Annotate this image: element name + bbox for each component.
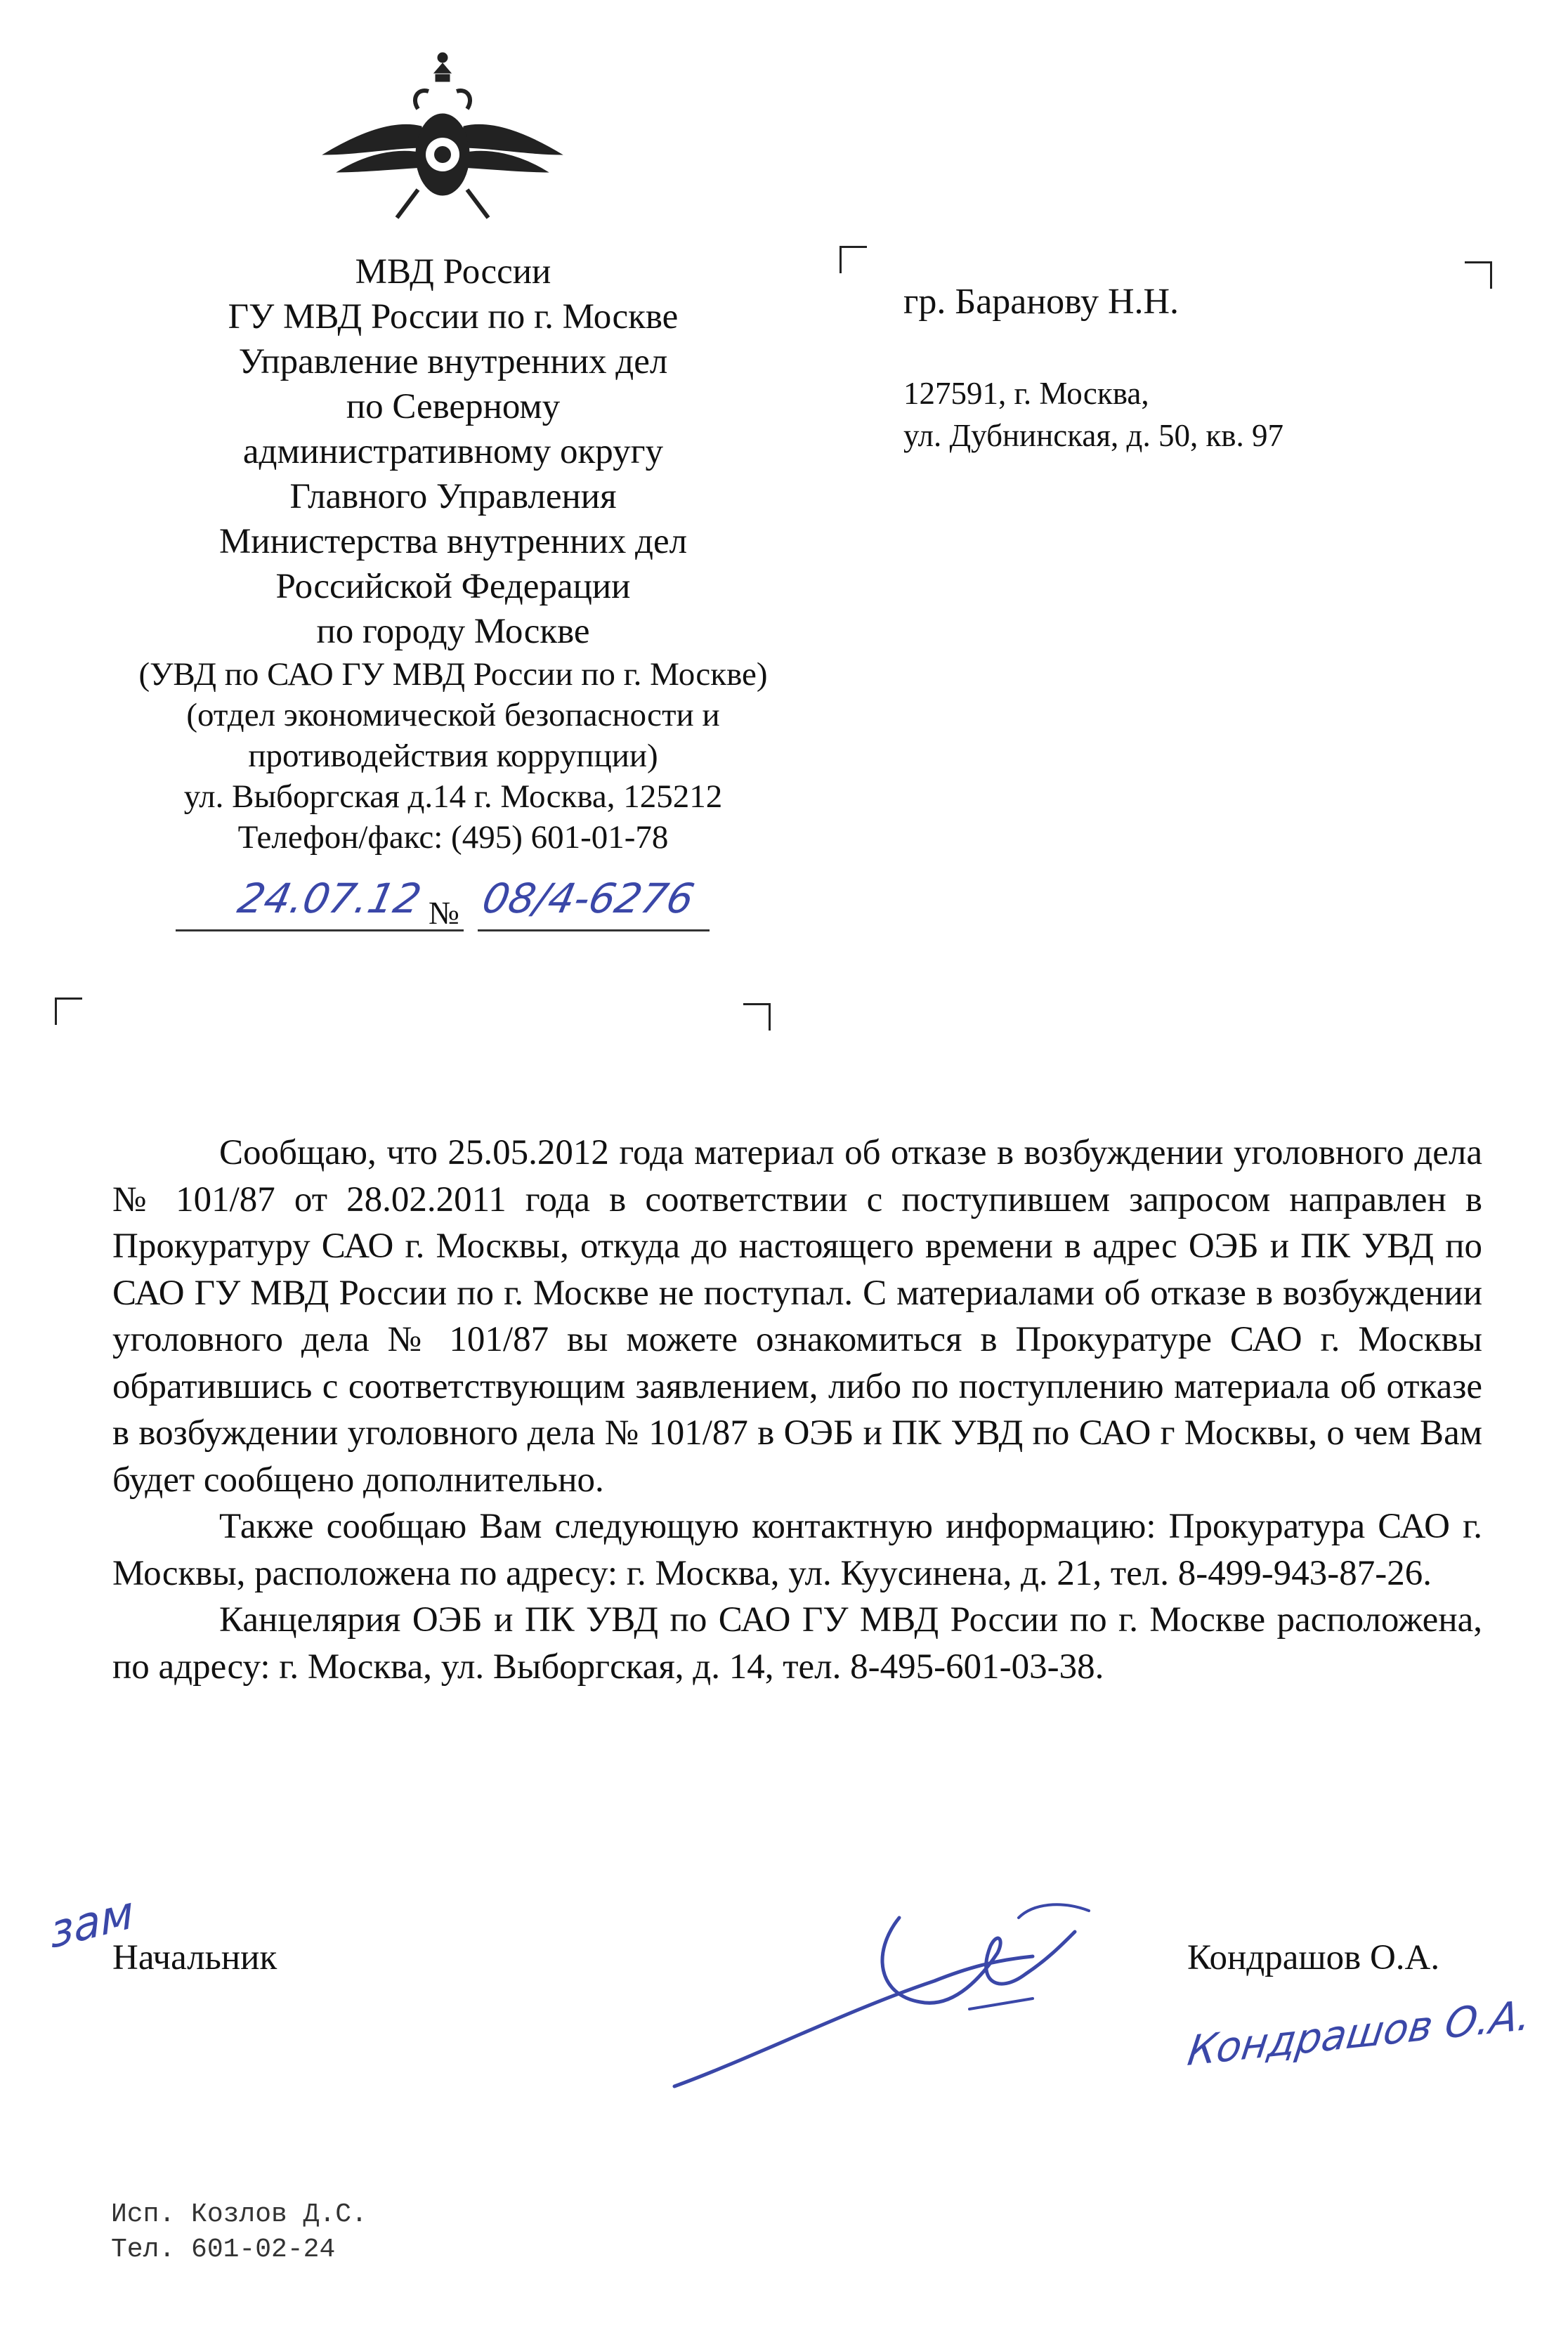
executor-phone: Тел. 601-02-24 bbox=[111, 2235, 336, 2265]
header-line: (УВД по САО ГУ МВД России по г. Москве) bbox=[138, 656, 768, 693]
header-line: Главного Управления bbox=[289, 477, 617, 516]
header-line: противодействия коррупции) bbox=[248, 738, 658, 774]
header-line: административному округу bbox=[242, 432, 664, 471]
recipient-address-line: ул. Дубнинская, д. 50, кв. 97 bbox=[903, 418, 1284, 453]
number-sign: № bbox=[429, 895, 459, 931]
sender-header bbox=[56, 249, 850, 858]
corner-mark bbox=[743, 1003, 771, 1031]
header-line: МВД России bbox=[355, 252, 551, 292]
mvd-emblem-icon bbox=[295, 49, 590, 232]
signature-icon bbox=[667, 1890, 1159, 2100]
header-line: Министерства внутренних дел bbox=[218, 522, 688, 561]
corner-mark bbox=[1465, 261, 1492, 289]
executor-name: Исп. Козлов Д.С. bbox=[111, 2199, 367, 2230]
signer-title: Начальник bbox=[112, 1938, 277, 1977]
signer-name: Кондрашов О.А. bbox=[1187, 1938, 1440, 1977]
date-underline bbox=[176, 868, 464, 931]
body-paragraph: Сообщаю, что 25.05.2012 года материал об отказе в возбуждении уголовного дела № 101/87 от 28.02.2011 года в соответствии с поступившем запросом направлен в Прокуратуру САО г. Москвы, откуда до настоящего времени в адрес ОЭБ и ПК УВД по САО ГУ МВД России по г. Москве не поступал. С материалами об отказе в возбуждении уголовного дела № 101/87 вы можете ознакомиться в Прокуратуре САО г. Москвы обратившись с соответствующим заявлением, либо по поступлению материала об отказе в возбуждении уголовного дела № 101/87 в ОЭБ и ПК УВД по САО г Москвы, о чем Вам будет сообщено дополнительно. bbox=[112, 1133, 1482, 1500]
outgoing-number: 08/4-6276 bbox=[478, 875, 699, 922]
body-paragraph: Канцелярия ОЭБ и ПК УВД по САО ГУ МВД России по г. Москве расположена, по адресу: г. Москва, ул. Выборгская, д. 14, тел. 8-495-601-03-38. bbox=[112, 1600, 1482, 1687]
corner-mark bbox=[55, 998, 82, 1025]
header-line: по Северному bbox=[346, 387, 561, 426]
header-line: Телефон/факс: (495) 601-01-78 bbox=[237, 819, 669, 856]
corner-mark bbox=[839, 246, 867, 273]
outgoing-reference bbox=[63, 868, 731, 945]
body-paragraph: Также сообщаю Вам следующую контактную информацию: Прокуратура САО г. Москвы, расположена по адресу: г. Москва, ул. Куусинена, д. 21, тел. 8-499-943-87-26. bbox=[112, 1507, 1482, 1593]
header-line: по городу Москве bbox=[316, 612, 590, 651]
header-line: Российской Федерации bbox=[275, 567, 631, 606]
recipient-name: гр. Баранову Н.Н. bbox=[903, 282, 1180, 322]
handwritten-signer-name: Кондрашов О.А. bbox=[1184, 1990, 1534, 2076]
recipient-address bbox=[903, 372, 1283, 457]
header-line: (отдел экономической безопасности и bbox=[186, 697, 720, 733]
outgoing-date: 24.07.12 bbox=[233, 875, 426, 922]
letter-body bbox=[112, 1130, 1482, 1690]
recipient-address-line: 127591, г. Москва, bbox=[903, 376, 1149, 411]
header-line: ул. Выборгская д.14 г. Москва, 125212 bbox=[183, 778, 723, 815]
number-underline bbox=[478, 868, 710, 931]
executor-info bbox=[111, 2197, 367, 2268]
header-line: Управление внутренних дел bbox=[238, 342, 668, 381]
handwritten-prefix: зам bbox=[48, 1885, 136, 1960]
header-line: ГУ МВД России по г. Москве bbox=[228, 297, 679, 336]
